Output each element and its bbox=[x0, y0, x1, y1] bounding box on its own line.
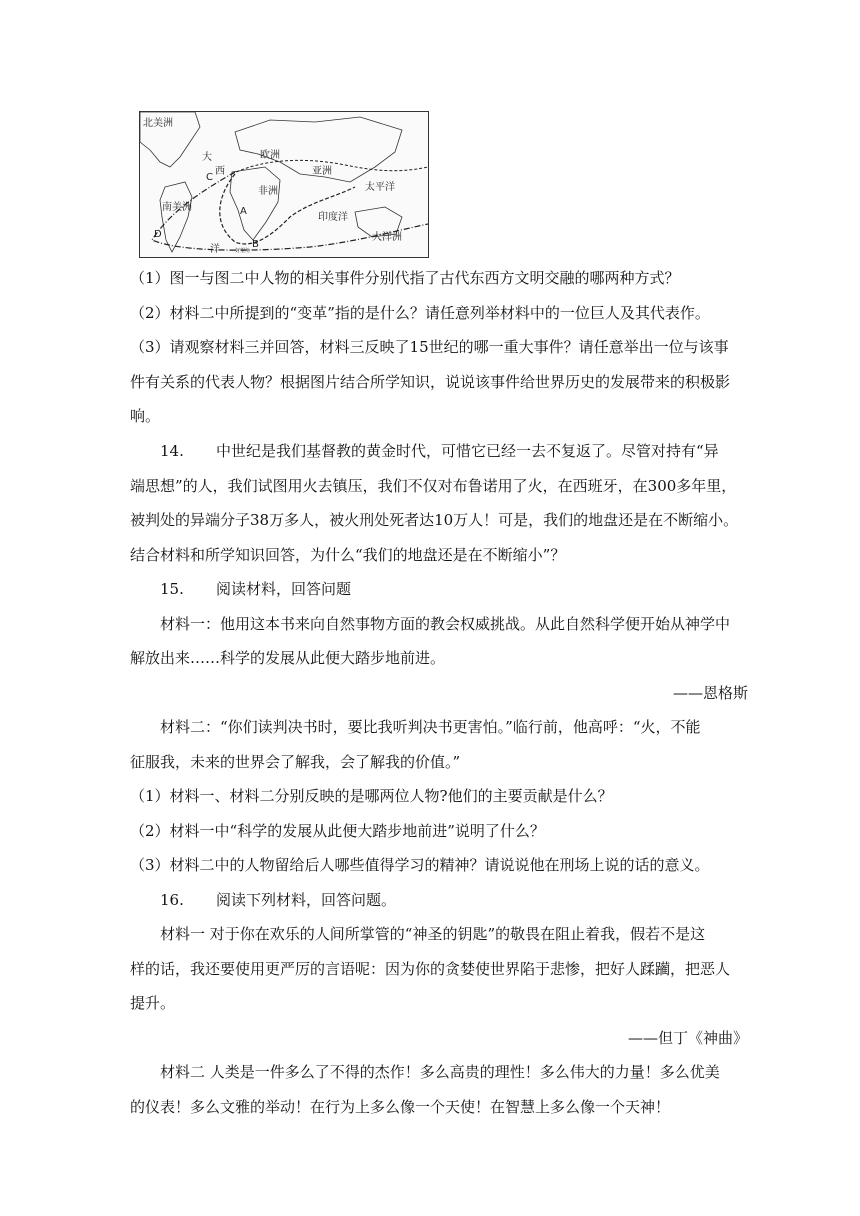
q16-intro: 阅读下列材料，回答问题。 bbox=[216, 891, 397, 909]
q13-sub3-line1: （3）请观察材料三并回答，材料三反映了15世纪的哪一重大事件？请任意举出一位与该事 bbox=[130, 338, 729, 356]
q15-sub3: （3）材料二中的人物留给后人哪些值得学习的精神？请说说他在刑场上说的话的意义。 bbox=[130, 856, 710, 874]
q15-m1-line1: 材料一：他用这本书来向自然事物方面的教会权威挑战。从此自然科学便开始从神学中 bbox=[160, 615, 731, 633]
map-label-south-america: 南美洲 bbox=[162, 202, 192, 213]
map-label-yang: 洋 bbox=[210, 244, 220, 255]
q15-first-line bbox=[160, 579, 760, 599]
voyage-route-map bbox=[139, 111, 429, 258]
map-label-asia: 亚洲 bbox=[312, 166, 332, 177]
map-label-c: C bbox=[206, 172, 213, 183]
q16-m1-line2: 样的话，我还要使用更严厉的言语呢：因为你的贪婪使世界陷于悲惨，把好人蹂躏，把恶人 bbox=[130, 960, 731, 978]
map-label-europe: 欧洲 bbox=[260, 150, 280, 161]
q13-sub3-line3: 响。 bbox=[130, 407, 161, 425]
q15-m1-line2: 解放出来……科学的发展从此便大踏步地前进。 bbox=[130, 649, 446, 667]
q16-first-line bbox=[160, 890, 760, 910]
q15-sub2: （2）材料一中“科学的发展从此便大踏步地前进”说明了什么？ bbox=[130, 822, 545, 840]
q15-intro: 阅读材料，回答问题 bbox=[216, 580, 352, 598]
map-label-oceania: 大洋洲 bbox=[372, 232, 402, 243]
q16-number: 16. bbox=[160, 891, 184, 909]
q16-m2-line2: 的仪表！多么文雅的举动！在行为上多么像一个天使！在智慧上多么像一个天神！ bbox=[130, 1098, 671, 1116]
q13-sub1: （1）图一与图二中人物的相关事件分别代指了古代东西方文明交融的哪两种方式？ bbox=[130, 269, 680, 287]
q15-m1-source: ——恩格斯 bbox=[672, 684, 748, 702]
q14-line3: 被判处的异端分子38万多人，被火刑处死者达10万人！可是，我们的地盘还是在不断缩小。 bbox=[130, 511, 739, 529]
q16-m1-source: ——但丁《神曲》 bbox=[627, 1029, 748, 1047]
map-label-africa: 非洲 bbox=[258, 186, 278, 197]
map-label-good-hope: 好望角 bbox=[235, 248, 251, 254]
q15-number: 15. bbox=[160, 580, 184, 598]
map-label-north-america-1: 北美洲 bbox=[143, 118, 173, 129]
q14-line2: 端思想”的人，我们试图用火去镇压，我们不仅对布鲁诺用了火，在西班牙，在300多年里， bbox=[130, 477, 737, 495]
q14-number: 14. bbox=[160, 442, 184, 460]
world-map-graphic bbox=[140, 112, 428, 257]
q13-sub3-line2: 件有关系的代表人物？根据图片结合所学知识，说说该事件给世界历史的发展带来的积极影 bbox=[130, 373, 731, 391]
map-label-indian-ocean: 印度洋 bbox=[318, 212, 348, 223]
q14-line4: 结合材料和所学知识回答，为什么“我们的地盘还是在不断缩小”？ bbox=[130, 546, 566, 564]
q15-sub1: （1）材料一、材料二分别反映的是哪两位人物?他们的主要贡献是什么？ bbox=[130, 787, 613, 805]
q14-first-line bbox=[160, 441, 760, 461]
map-label-b: B bbox=[252, 239, 259, 250]
q16-m1-line3: 提升。 bbox=[130, 994, 176, 1012]
map-label-pacific: 太平洋 bbox=[365, 182, 395, 193]
map-label-d: D bbox=[154, 229, 162, 240]
q15-m2-line1: 材料二：“你们读判决书时，要比我听判决书更害怕。”临行前，他高呼：“火，不能 bbox=[160, 718, 701, 736]
map-label-da: 大 bbox=[202, 152, 212, 163]
q16-m1-line1: 材料一 对于你在欢乐的人间所掌管的“神圣的钥匙”的敬畏在阻止着我，假若不是这 bbox=[160, 925, 706, 943]
q14-line1: 中世纪是我们基督教的黄金时代，可惜它已经一去不复返了。尽管对持有“异 bbox=[216, 442, 719, 460]
map-label-a: A bbox=[240, 206, 247, 217]
q13-sub2: （2）材料二中所提到的“变革”指的是什么？请任意列举材料中的一位巨人及其代表作。 bbox=[130, 304, 710, 322]
q16-m2-line1: 材料二 人类是一件多么了不得的杰作！多么高贵的理性！多么伟大的力量！多么优美 bbox=[160, 1063, 720, 1081]
map-label-xi: 西 bbox=[215, 166, 225, 177]
q15-m2-line2: 征服我，未来的世界会了解我，会了解我的价值。” bbox=[130, 753, 461, 771]
